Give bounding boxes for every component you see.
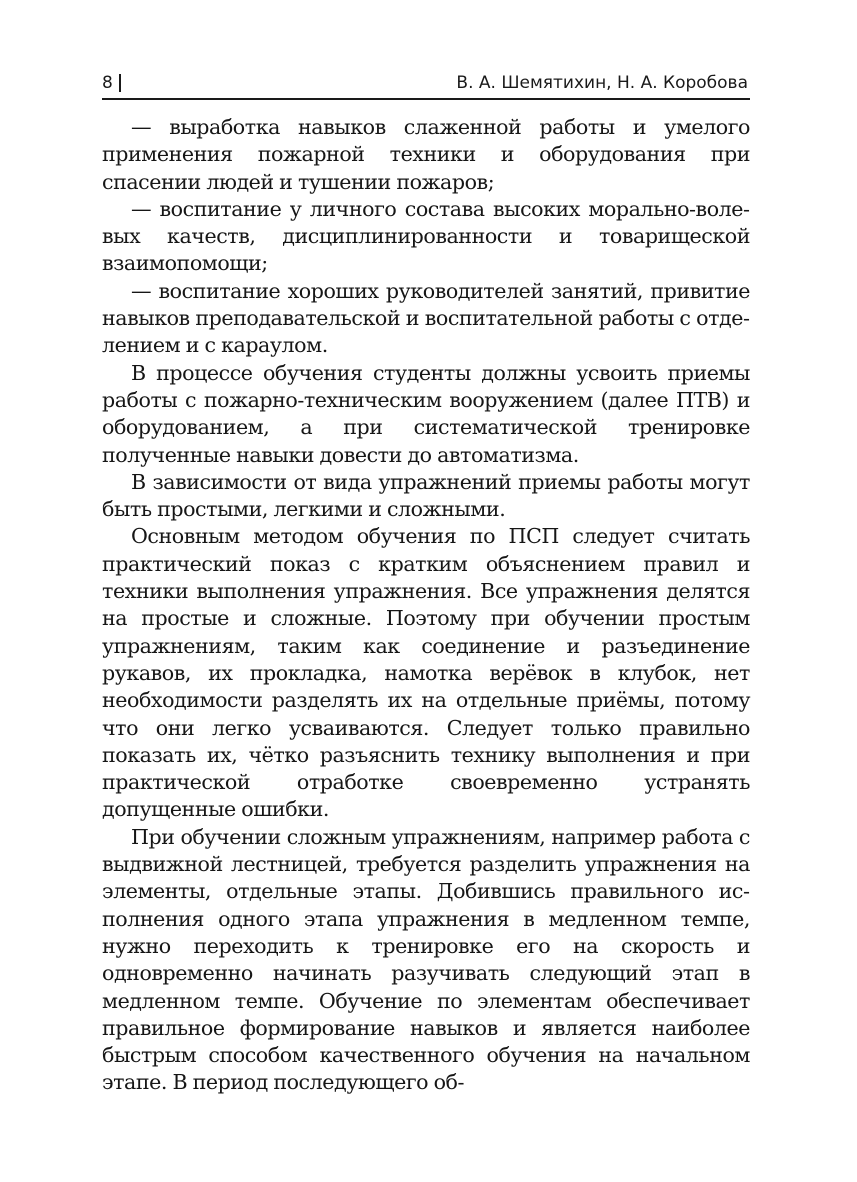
paragraph-goal-leaders: — воспитание хороших руководителей занятий, привитие навыков преподавательской и воспитательной работы с отделением и с караулом. xyxy=(102,278,750,358)
paragraph-goal-qualities: — воспитание у личного состава высоких морально-волевых качеств, дисциплинированности и товарищеской взаимопомощи; xyxy=(102,196,750,276)
paragraph-exercise-types: В зависимости от вида упражнений приемы работы могут быть простыми, легкими и сложными. xyxy=(102,469,750,522)
paragraph-training-process: В процессе обучения студенты должны усвоить приемы работы с пожарно-техническим вооружением (далее ПТВ) и оборудованием, а при систематической тренировке полученные навыки довести до автоматизма. xyxy=(102,360,750,467)
paragraph-goal-skills: — выработка навыков слаженной работы и умелого применения пожарной техники и оборудования при спасении людей и тушении пожаров; xyxy=(102,115,750,194)
paragraph-complex-exercises: При обучении сложным упражнениям, например работа с выдвижной лестницей, требуется разделить упражнения на элементы, отдельные этапы. Добившись правильного исполнения одного этапа упражнения в медленном темпе, нужно переходить к тренировке его на скорость и одновременно начинать разучивать следующий этап в медленном темпе. Обучение по элементам обеспечивает правильное формирование навыков и является наиболее быстрым способом качественного обучения на начальном этапе. В период последующего об- xyxy=(102,824,750,1095)
page-number: 8 xyxy=(102,73,114,93)
body-text xyxy=(102,114,750,1097)
page-number-divider xyxy=(119,74,121,92)
running-header xyxy=(102,70,750,100)
header-authors: В. А. Шемятихин, Н. А. Коробова xyxy=(456,73,748,93)
paragraph-main-method: Основным методом обучения по ПСП следует считать практический показ с кратким объяснением правил и техники выполнения упражнения. Все упражнения делятся на простые и сложные. Поэтому при обучении простым упражнениям, таким как соединение и разъединение рукавов, их прокладка, намотка верёвок в клубок, нет необходимости разделять их на отдельные приёмы, потому что они легко усваиваются. Следует только правильно показать их, чётко разъяснить технику выполнения и при практической отработке своевременно устранять допущенные ошибки. xyxy=(102,524,750,822)
